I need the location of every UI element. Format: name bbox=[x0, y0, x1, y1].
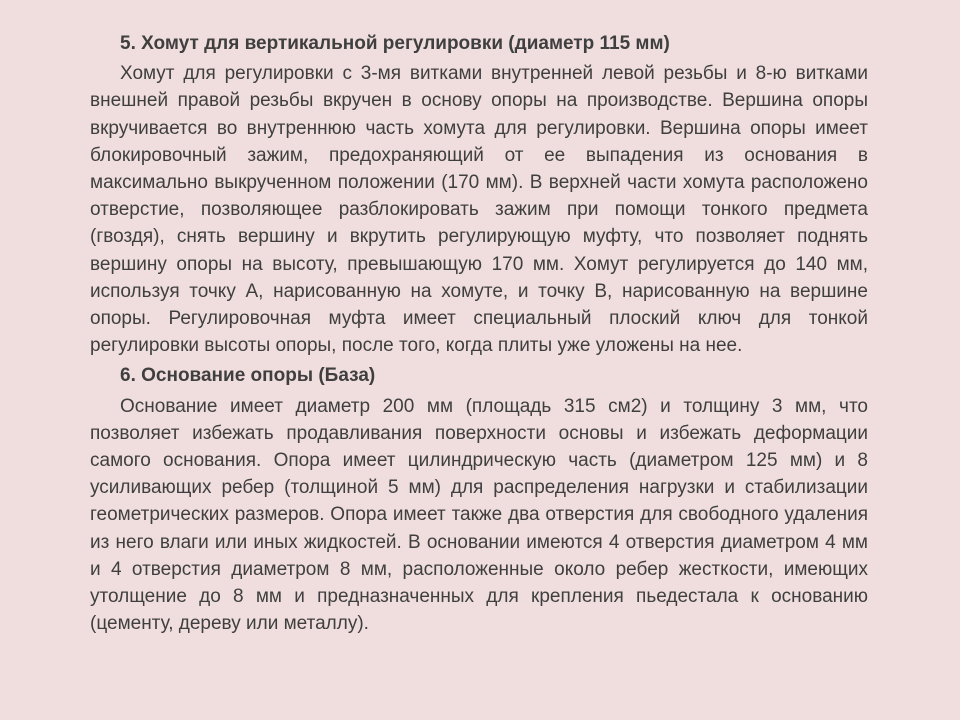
section-heading-clamp: 5. Хомут для вертикальной регулировки (диаметр 115 мм) bbox=[120, 33, 670, 54]
section-heading-base: 6. Основание опоры (База) bbox=[120, 365, 376, 387]
slide-text-body bbox=[90, 30, 868, 637]
section-paragraph-clamp: Хомут для регулировки с 3-мя витками внутренней левой резьбы и 8-ю витками внешней правой резьбы вкручен в основу опоры на производстве. Вершина опоры вкручивается во внутреннюю часть хомута для регулировки. Вершина опоры имеет блокировочный зажим, предохраняющий от ее выпадения из основания в максимально выкрученном положении (170 мм). В верхней части хомута расположено отверстие, позволяющее разблокировать зажим при помощи тонкого предмета (гвоздя), снять вершину и вкрутить регулирующую муфту, что позволяет поднять вершину опоры на высоту, превышающую 170 мм. Хомут регулируется до 140 мм, используя точку А, нарисованную на хомуте, и точку В, нарисованную на вершине опоры. Регулировочная муфта имеет специальный плоский ключ для тонкой регулировки высоты опоры, после того, когда плиты уже уложены на нее. bbox=[90, 63, 868, 357]
section-paragraph-base: Основание имеет диаметр 200 мм (площадь 315 см2) и толщину 3 мм, что позволяет избежать продавливания поверхности основы и избежать деформации самого основания. Опора имеет цилиндрическую часть (диаметром 125 мм) и 8 усиливающих ребер (толщиной 5 мм) для распределения нагрузки и стабилизации геометрических размеров. Опора имеет также два отверстия для свободного удаления из него влаги или иных жидкостей. В основании имеются 4 отверстия диаметром 4 мм и 4 отверстия диаметром 8 мм, расположенные около ребер жесткости, имеющих утолщение до 8 мм и предназначенных для крепления пьедестала к основанию (цементу, дереву или металлу). bbox=[90, 395, 868, 635]
